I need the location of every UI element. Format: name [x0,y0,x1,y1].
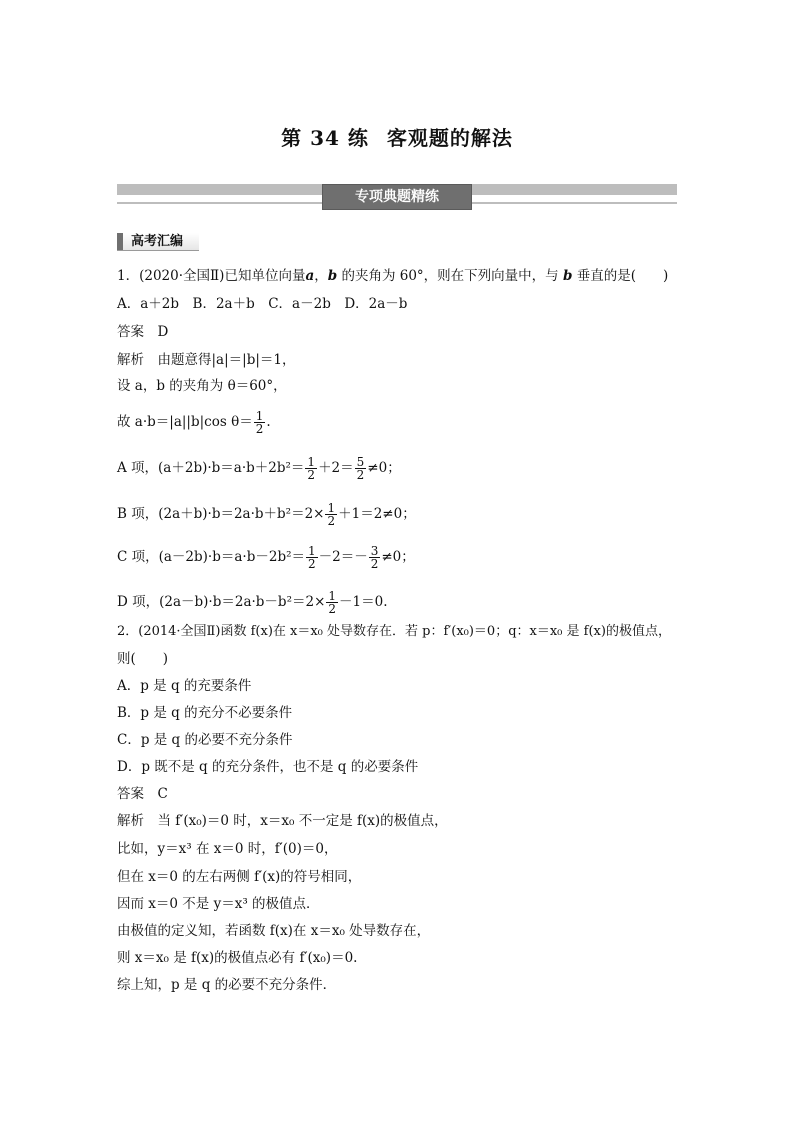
q1-options: A．a＋2b B．2a＋b C．a－2b D．2a－b [117,296,408,312]
fraction-five-halves: $\frac{5}{2}$ [356,455,365,482]
q1-item-b: B 项，(2a＋b)·b＝2a·b＋b²＝2× $\frac{1}{2}$ ＋1＝2≠0； [117,501,416,528]
q2-stem-line1: 2．(2014·全国Ⅱ)函数 f(x)在 x＝x₀ 处导数存在．若 p：f′(x₀)＝0；q：x＝x₀ 是 f(x)的极值点， [117,624,671,639]
q1-analysis-line2: 设 a，b 的夹角为 θ＝60°， [117,378,287,394]
q2-analysis-line1: 解析 当 f′(x₀)＝0 时，x＝x₀ 不一定是 f(x)的极值点， [117,813,448,829]
banner-label: 专项典题精练 [322,184,472,210]
q2-analysis-line2: 比如，y＝x³ 在 x＝0 时，f′(0)＝0， [117,841,338,857]
q1-answer: 答案 D [117,324,169,340]
page-title [0,122,794,151]
q2-analysis-line5: 由极值的定义知，若函数 f(x)在 x＝x₀ 处导数存在， [117,923,431,939]
title-lesson-number: 第 34 练 [281,126,369,150]
section-tag-bar [117,233,123,250]
q2-analysis-line6: 则 x＝x₀ 是 f(x)的极值点必有 f′(x₀)＝0. [117,950,358,966]
q1-item-a: A 项，(a＋2b)·b＝a·b＋2b²＝ $\frac{1}{2}$ ＋2＝ $\frac{5}{2}$ ≠0； [117,455,401,482]
q2-analysis-line3: 但在 x＝0 的左右两侧 f′(x)的符号相同， [117,869,362,885]
q2-answer: 答案 C [117,786,168,802]
section-tag [117,233,199,251]
q1-analysis-line3: 故 a·b＝|a||b|cos θ＝ $\frac{1}{2}$ . [117,409,271,436]
q2-option-d: D．p 既不是 q 的充分条件，也不是 q 的必要条件 [117,759,419,775]
title-topic: 客观题的解法 [386,126,513,150]
q1-stem: 1．(2020·全国Ⅱ)已知单位向量a，b 的夹角为 60°，则在下列向量中，与 b 垂直的是( ) [117,268,669,284]
section-tag-label: 高考汇编 [131,234,184,249]
q2-analysis-line7: 综上知，p 是 q 的必要不充分条件． [117,977,337,993]
q2-analysis-line4: 因而 x＝0 不是 y＝x³ 的极值点． [117,896,320,912]
q1-item-c: C 项，(a－2b)·b＝a·b－2b²＝ $\frac{1}{2}$ －2＝－ $\frac{3}{2}$ ≠0； [117,544,415,571]
fraction-half: $\frac{1}{2}$ [328,589,337,616]
q2-option-a: A．p 是 q 的充要条件 [117,678,252,694]
fraction-half: $\frac{1}{2}$ [327,501,336,528]
fraction-half: $\frac{1}{2}$ [255,409,264,436]
fraction-half: $\frac{1}{2}$ [308,544,316,571]
fraction-half: $\frac{1}{2}$ [307,455,316,482]
q2-option-c: C．p 是 q 的必要不充分条件 [117,732,293,748]
q1-analysis-line1: 解析 由题意得|a|＝|b|＝1， [117,352,296,368]
q1-item-d: D 项，(2a－b)·b＝2a·b－b²＝2× $\frac{1}{2}$ －1＝0. [117,589,388,616]
fraction-three-halves: $\frac{3}{2}$ [370,544,379,571]
q2-option-b: B．p 是 q 的充分不必要条件 [117,705,293,721]
section-banner [117,180,677,210]
q2-stem-line2: 则( ) [117,651,169,667]
